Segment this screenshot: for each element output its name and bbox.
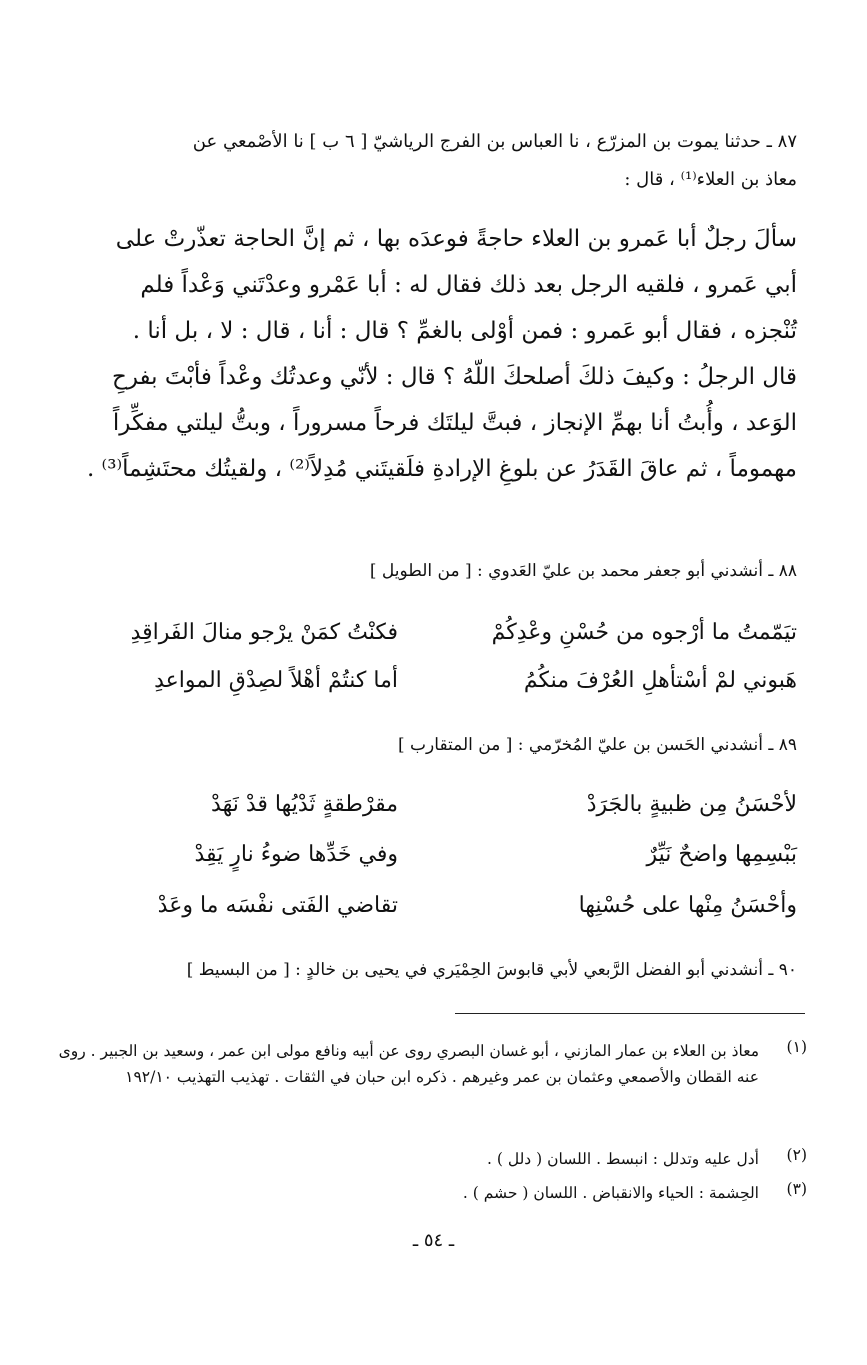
verse-first-hemistich: وأحْسَنُ مِنْها على حُسْنِها <box>578 893 797 918</box>
verse-89-3 <box>38 893 797 927</box>
isnad-line: معاذ بن العلاء⁽¹⁾ ، قال : <box>624 169 797 190</box>
story-line: قال الرجلُ : وكيفَ ذلكَ أصلحكَ اللّهُ ؟ قال : لأنّي وعدتُك وعْداً فأبْتَ بفرحِ <box>112 364 797 390</box>
verse-88-2 <box>38 668 797 702</box>
story-paragraph <box>38 228 797 504</box>
story-line: مهموماً ، ثم عاقَ القَدَرُ عن بلوغِ الإرادةِ فلَقيتَني مُدِلاً⁽²⁾ ، ولقيتُك محتَشِماً⁽³⁾ . <box>86 456 797 482</box>
footnote-number: (١) <box>786 1038 807 1056</box>
story-line: تُنْجزه ، فقال أبو عَمرو : فمن أوْلى بالغمِّ ؟ قال : أنا ، قال : لا ، بل أنا . <box>132 318 797 344</box>
footnote-number: (٣) <box>786 1180 807 1198</box>
verse-second-hemistich: تقاضي الفَتى نفْسَه ما وعَدْ <box>157 893 398 918</box>
verse-first-hemistich: بَبْسِمِها واضحٌ نَيِّرٌ <box>646 842 797 867</box>
verse-second-hemistich: وفي خَدِّها ضوءُ نارٍ يَقِدْ <box>194 842 398 867</box>
footnote-text: الحِشمة : الحياء والانقباض . اللسان ( حشم ) . <box>462 1184 759 1202</box>
verse-first-hemistich: لأحْسَنُ مِن ظبيةٍ بالجَرَدْ <box>586 792 797 817</box>
footnote-3 <box>38 1180 807 1206</box>
verse-89-1 <box>38 792 797 826</box>
verse-second-hemistich: مقرْطقةٍ ثَدْيُها قدْ نَهَدْ <box>211 792 398 817</box>
story-line: أبي عَمرو ، فلقيه الرجل بعد ذلك فقال له : أبا عَمْرو وعدْتَني وَعْداً فلم <box>140 272 797 298</box>
entry-90-heading: ٩٠ ـ أنشدني أبو الفضل الرَّبعي لأبي قابوسَ الحِمْيَري في يحيى بن خالدٍ : [ من البسيط ] <box>186 960 797 980</box>
verse-first-hemistich: تيَمّمتُ ما أرْجوه من حُسْنِ وعْدِكُمْ <box>491 620 797 645</box>
isnad-line: ٨٧ ـ حدثنا يموت بن المزرّع ، نا العباس بن الفرج الرياشيّ [ ٦ ب ] نا الأصْمعي عن <box>192 131 797 152</box>
footnote-text: أدل عليه وتدلل : انبسط . اللسان ( دلل ) . <box>487 1150 759 1168</box>
entry-87-isnad <box>38 133 797 209</box>
footnote-1 <box>38 1038 807 1091</box>
entry-88-heading: ٨٨ ـ أنشدني أبو جعفر محمد بن عليّ العَدوي : [ من الطويل ] <box>369 561 797 581</box>
verse-first-hemistich: هَبوني لمْ أسْتأهلِ العُرْفَ منكُمُ <box>523 668 797 693</box>
story-line: الوَعد ، وأُبتُ أنا بهمِّ الإنجاز ، فبتَّ ليلتَك فرحاً مسروراً ، وبتُّ ليلتي مفكِّراً <box>112 410 797 436</box>
verse-second-hemistich: أما كنتُمْ أهْلاً لصِدْقِ المواعدِ <box>154 668 398 693</box>
page-number: ـ ٥٤ ـ <box>412 1230 455 1251</box>
verse-second-hemistich: فكنْتُ كمَنْ يرْجو منالَ الفَراقِدِ <box>130 620 398 645</box>
footnote-number: (٢) <box>786 1146 807 1164</box>
entry-89-heading: ٨٩ ـ أنشدني الحَسن بن عليّ المُخرّمي : [ من المتقارب ] <box>398 735 797 755</box>
footnote-2 <box>38 1146 807 1172</box>
verse-89-2 <box>38 842 797 876</box>
verse-88-1 <box>38 620 797 654</box>
story-line: سألَ رجلٌ أبا عَمرو بن العلاء حاجةً فوعدَه بها ، ثم إنَّ الحاجة تعذّرتْ على <box>115 226 797 252</box>
footnote-separator <box>455 1013 805 1014</box>
footnote-text: معاذ بن العلاء بن عمار المازني ، أبو غسان البصري روى عن أبيه ونافع مولى ابن عمر ، وسعيد بن الجبير . روى عنه القطان والأصمعي وعثمان بن عمر وغيرهم . ذكره ابن حبان في الثقات . تهذيب التهذيب ١٩٢/١٠ <box>58 1042 759 1087</box>
